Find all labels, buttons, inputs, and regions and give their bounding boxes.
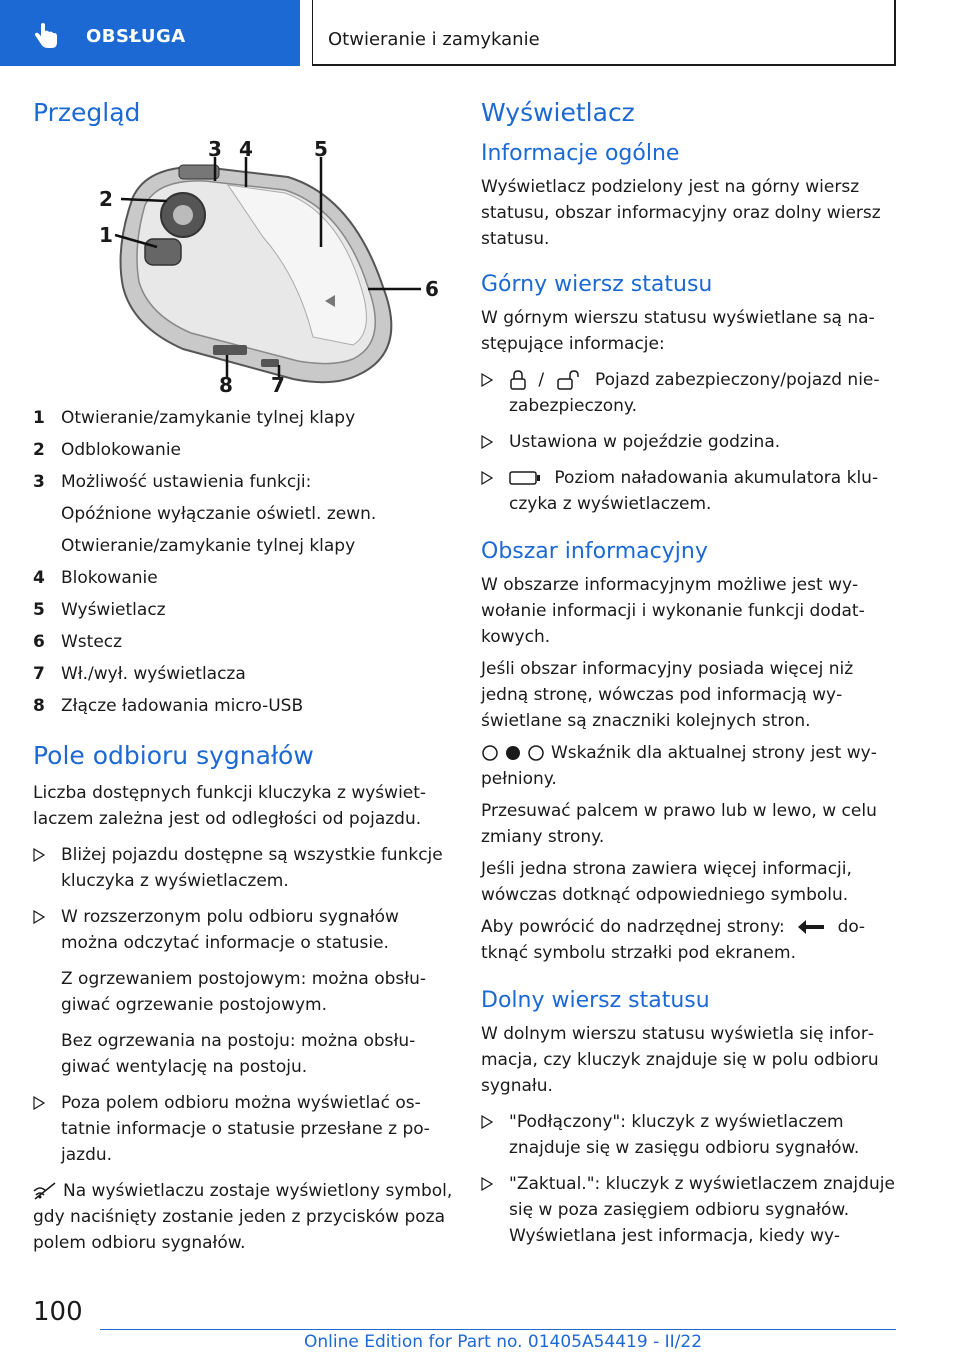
callout-3: 3 bbox=[208, 137, 222, 161]
info-paragraph: Wskaźnik dla aktualnej strony jest wypełniony. bbox=[481, 743, 877, 789]
legend-item: 2 Odblokowanie bbox=[33, 440, 182, 460]
section-label: OBSŁUGA bbox=[86, 26, 186, 47]
display-key-illustration bbox=[63, 137, 433, 397]
legend-subitem: Otwieranie/zamykanie tylnej klapy bbox=[61, 536, 356, 556]
key-figure bbox=[63, 137, 439, 397]
general-text: Wyświetlacz podzielony jest na górny wiersz statusu, obszar informacyjny oraz dolny wiersz statusu. bbox=[481, 177, 881, 249]
callout-8: 8 bbox=[219, 373, 233, 397]
list-item: Bliżej pojazdu dostępne są wszystkie funkcje kluczyka z wyświetlaczem. bbox=[33, 842, 453, 894]
info-area-heading: Obszar informacyjny bbox=[481, 539, 708, 564]
callout-5: 5 bbox=[314, 137, 328, 161]
battery-icon bbox=[509, 470, 541, 486]
bullet-triangle-icon bbox=[481, 1177, 493, 1191]
legend-item: 3 Możliwość ustawienia funkcji: bbox=[33, 472, 312, 492]
range-intro: Liczba dostępnych funkcji kluczyka z wyświetlaczem zależna jest od odległości od pojazdu. bbox=[33, 783, 427, 829]
list-item: "Zaktual.": kluczyk z wyświetlaczem znajduje się w poza zasięgiem odbioru sygnałów. Wyświetlana jest informacja, kiedy wy- bbox=[481, 1171, 901, 1249]
legend-item: 1 Otwieranie/zamykanie tylnej klapy bbox=[33, 408, 356, 428]
list-item: Poza polem odbioru można wyświetlać ostatnie informacje o statusie przesłane z pojazdu. bbox=[33, 1090, 453, 1168]
lock-open-icon bbox=[556, 370, 582, 390]
top-status-text: W górnym wierszu statusu wyświetlane są następujące informacje: bbox=[481, 308, 875, 354]
lock-closed-icon bbox=[509, 370, 527, 390]
page-header bbox=[0, 0, 960, 66]
edition-text: Online Edition for Part no. 01405A54419 - II/22 bbox=[304, 1332, 703, 1352]
callout-1: 1 bbox=[99, 223, 113, 247]
range-heading: Pole odbioru sygnałów bbox=[33, 741, 314, 770]
list-subitem: Bez ogrzewania na postoju: można obsługiwać wentylację na postoju. bbox=[61, 1031, 416, 1077]
general-heading: Informacje ogólne bbox=[481, 141, 680, 166]
list-item: / Pojazd zabezpieczony/pojazd niezabezpieczony. bbox=[481, 367, 901, 419]
list-subitem: Z ogrzewaniem postojowym: można obsługiwać ogrzewanie postojowym. bbox=[61, 969, 427, 1015]
callout-2: 2 bbox=[99, 187, 113, 211]
legend-item: 8 Złącze ładowania micro-USB bbox=[33, 696, 304, 716]
page-number: 100 bbox=[33, 1297, 83, 1327]
footer-divider bbox=[100, 1329, 896, 1330]
bottom-status-heading: Dolny wiersz statusu bbox=[481, 988, 710, 1013]
bullet-triangle-icon bbox=[33, 910, 45, 924]
bottom-status-text: W dolnym wierszu statusu wyświetla się informacja, czy kluczyk znajduje się w polu odbioru sygnału. bbox=[481, 1024, 879, 1096]
right-column bbox=[481, 98, 901, 1259]
page-dots-icon bbox=[481, 744, 545, 762]
info-paragraph: Jeśli jedna strona zawiera więcej informacji, wówczas dotknąć odpowiedniego symbolu. bbox=[481, 859, 852, 905]
callout-6: 6 bbox=[425, 277, 439, 301]
legend-item: 4 Blokowanie bbox=[33, 568, 158, 588]
left-column bbox=[33, 98, 453, 1262]
legend-item: 5 Wyświetlacz bbox=[33, 600, 166, 620]
info-paragraph: W obszarze informacyjnym możliwe jest wywołanie informacji i wykonanie funkcji dodatkowych. bbox=[481, 575, 865, 647]
legend-item: 7 Wł./wył. wyświetlacza bbox=[33, 664, 246, 684]
info-paragraph: Jeśli obszar informacyjny posiada więcej niż jedną stronę, wówczas pod informacją wyświetlane są znaczniki kolejnych stron. bbox=[481, 659, 854, 731]
bullet-triangle-icon bbox=[33, 848, 45, 862]
chapter-title: Otwieranie i zamykanie bbox=[328, 29, 540, 50]
list-item: Ustawiona w pojeździe godzina. bbox=[481, 429, 901, 455]
figure-legend bbox=[33, 405, 453, 719]
callout-4: 4 bbox=[239, 137, 253, 161]
no-signal-icon bbox=[33, 1182, 59, 1200]
bullet-triangle-icon bbox=[481, 435, 493, 449]
bullet-triangle-icon bbox=[33, 1096, 45, 1110]
range-note: Na wyświetlaczu zostaje wyświetlony symbol, gdy naciśnięty zostanie jeden z przycisków poza polem odbioru sygnałów. bbox=[33, 1181, 453, 1253]
list-item: W rozszerzonym polu odbioru sygnałów można odczytać informacje o statusie. bbox=[33, 904, 453, 956]
list-item: "Podłączony": kluczyk z wyświetlaczem znajduje się w zasięgu odbioru sygnałów. bbox=[481, 1109, 901, 1161]
info-paragraph: Przesuwać palcem w prawo lub w lewo, w celu zmiany strony. bbox=[481, 801, 877, 847]
overview-heading: Przegląd bbox=[33, 98, 141, 127]
bullet-triangle-icon bbox=[481, 471, 493, 485]
bullet-triangle-icon bbox=[481, 373, 493, 387]
bullet-triangle-icon bbox=[481, 1115, 493, 1129]
list-item: Poziom naładowania akumulatora kluczyka z wyświetlaczem. bbox=[481, 465, 901, 517]
hand-pointer-icon bbox=[30, 22, 60, 50]
top-status-heading: Górny wiersz statusu bbox=[481, 272, 713, 297]
display-heading: Wyświetlacz bbox=[481, 98, 635, 127]
callout-7: 7 bbox=[271, 373, 285, 397]
section-tab bbox=[0, 0, 300, 66]
info-paragraph: Aby powrócić do nadrzędnej strony: dotknąć symbolu strzałki pod ekranem. bbox=[481, 917, 865, 963]
legend-item: 6 Wstecz bbox=[33, 632, 123, 652]
legend-subitem: Opóźnione wyłączanie oświetl. zewn. bbox=[61, 504, 377, 524]
back-arrow-icon bbox=[796, 918, 826, 936]
